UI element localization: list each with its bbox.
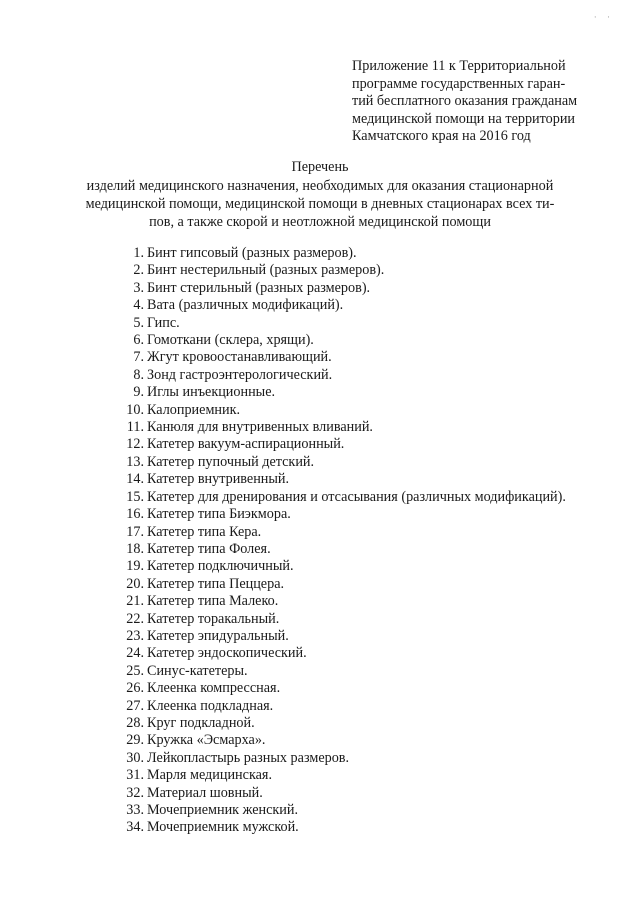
list-item-text: Клеенка компрессная.: [147, 680, 281, 697]
list-item: [100, 262, 620, 279]
list-item: [100, 576, 620, 593]
list-item: [100, 628, 620, 645]
list-item-text: Катетер типа Малеко.: [147, 593, 279, 610]
list-item: [100, 750, 620, 767]
list-item-number: 15.: [126, 488, 144, 505]
list-item-number: 11.: [126, 419, 144, 436]
list-item-text: Иглы инъекционные.: [147, 384, 276, 401]
list-item-number: 32.: [126, 784, 144, 801]
appendix-header: [352, 58, 622, 146]
list-item-number: 26.: [126, 680, 144, 697]
appendix-line: Приложение 11 к Территориальной: [352, 58, 566, 74]
list-item: [100, 819, 620, 836]
list-item-number: 29.: [126, 732, 144, 749]
list-item-text: Кружка «Эсмарха».: [147, 732, 266, 749]
list-item-text: Катетер торакальный.: [147, 610, 280, 627]
list-item: [100, 611, 620, 628]
list-item-text: Катетер эпидуральный.: [147, 627, 289, 644]
list-item-text: Катетер эндоскопический.: [147, 645, 307, 662]
list-item: [100, 489, 620, 506]
list-item-number: 12.: [126, 436, 144, 453]
list-item-number: 10.: [126, 401, 144, 418]
list-item-text: Лейкопластырь разных размеров.: [147, 749, 350, 766]
list-item: [100, 245, 620, 262]
list-item: [100, 802, 620, 819]
list-item-text: Жгут кровоостанавливающий.: [147, 349, 332, 366]
list-item-number: 21.: [126, 593, 144, 610]
subtitle-line: медицинской помощи, медицинской помощи в дневных стационарах всех ти-: [85, 196, 555, 212]
list-item-text: Канюля для внутривенных вливаний.: [147, 419, 373, 436]
list-item-number: 13.: [126, 453, 144, 470]
list-item-number: 22.: [126, 610, 144, 627]
list-item-text: Марля медицинская.: [147, 767, 272, 784]
list-item: [100, 541, 620, 558]
appendix-line: тий бесплатного оказания гражданам: [352, 93, 578, 110]
list-item-number: 27.: [126, 697, 144, 714]
list-item: [100, 332, 620, 349]
list-item-number: 34.: [126, 819, 144, 836]
list-item-number: 9.: [133, 384, 144, 401]
list-item-text: Бинт нестерильный (разных размеров).: [147, 262, 385, 279]
appendix-line: медицинской помощи на территории: [352, 110, 576, 127]
list-item: [100, 315, 620, 332]
list-item: [100, 558, 620, 575]
list-item-number: 23.: [126, 627, 144, 644]
list-item: [100, 767, 620, 784]
list-item: [100, 297, 620, 314]
list-item-text: Бинт гипсовый (разных размеров).: [147, 245, 357, 261]
scan-corner-mark: · ·: [593, 12, 614, 22]
list-item-text: Бинт стерильный (разных размеров).: [147, 279, 371, 296]
document-subtitle: [40, 177, 600, 231]
list-item-number: 33.: [126, 802, 144, 818]
list-item-text: Катетер типа Кера.: [147, 523, 262, 540]
subtitle-line: пов, а также скорой и неотложной медицинской помощи: [149, 214, 491, 230]
list-item-number: 14.: [126, 471, 144, 488]
list-item-number: 3.: [133, 279, 144, 296]
list-item-number: 17.: [126, 523, 144, 540]
list-item-text: Катетер типа Фолея.: [147, 540, 271, 557]
medical-items-list: [100, 245, 620, 837]
list-item-text: Катетер подключичный.: [147, 558, 294, 575]
list-item-number: 5.: [133, 314, 144, 331]
list-item-text: Мочеприемник мужской.: [147, 819, 299, 836]
list-item-text: Катетер для дренирования и отсасывания (различных модификаций).: [147, 488, 566, 505]
list-item-text: Зонд гастроэнтерологический.: [147, 366, 333, 383]
list-item-number: 31.: [126, 767, 144, 784]
list-item-number: 18.: [126, 540, 144, 557]
list-item: [100, 402, 620, 419]
list-item: [100, 715, 620, 732]
list-item-number: 8.: [133, 366, 144, 383]
list-item: [100, 384, 620, 401]
list-item-text: Катетер типа Биэкмора.: [147, 506, 291, 523]
list-item: [100, 419, 620, 436]
list-item-text: Катетер типа Пеццера.: [147, 575, 285, 592]
list-item: [100, 349, 620, 366]
list-item: [100, 593, 620, 610]
appendix-line: Камчатского края на 2016 год: [352, 128, 531, 145]
list-item: [100, 680, 620, 697]
list-item-number: 25.: [126, 662, 144, 679]
list-item: [100, 506, 620, 523]
list-item: [100, 785, 620, 802]
list-item-text: Катетер вакуум-аспирационный.: [147, 436, 345, 453]
list-item-text: Катетер внутривенный.: [147, 471, 290, 488]
subtitle-line: изделий медицинского назначения, необходимых для оказания стационарной: [86, 178, 554, 194]
list-item: [100, 436, 620, 453]
list-item-text: Катетер пупочный детский.: [147, 453, 315, 470]
list-item-number: 1.: [133, 245, 144, 261]
list-item: [100, 367, 620, 384]
list-item: [100, 524, 620, 541]
list-item-number: 6.: [133, 332, 144, 349]
list-item: [100, 698, 620, 715]
list-item-text: Материал шовный.: [147, 784, 263, 801]
list-item-text: Мочеприемник женский.: [147, 802, 299, 818]
list-item-number: 7.: [133, 349, 144, 366]
list-item-text: Синус-катетеры.: [147, 662, 248, 679]
list-item-number: 2.: [133, 262, 144, 279]
list-item-number: 16.: [126, 506, 144, 523]
list-item-number: 19.: [126, 558, 144, 575]
document-title: Перечень: [291, 159, 349, 175]
list-item-text: Вата (различных модификаций).: [147, 297, 344, 314]
appendix-line: программе государственных гаран-: [352, 75, 566, 92]
list-item-text: Гипс.: [147, 314, 180, 331]
list-item: [100, 471, 620, 488]
list-item: [100, 663, 620, 680]
list-item-text: Круг подкладной.: [147, 714, 255, 731]
list-item: [100, 645, 620, 662]
list-item: [100, 280, 620, 297]
list-item: [100, 454, 620, 471]
list-item-number: 4.: [133, 297, 144, 314]
list-item-number: 20.: [126, 575, 144, 592]
list-item: [100, 732, 620, 749]
list-item-number: 30.: [126, 749, 144, 766]
list-item-text: Калоприемник.: [147, 401, 241, 418]
list-item-number: 24.: [126, 645, 144, 662]
list-item-number: 28.: [126, 714, 144, 731]
list-item-text: Гомоткани (склера, хрящи).: [147, 332, 314, 349]
list-item-text: Клеенка подкладная.: [147, 697, 274, 714]
